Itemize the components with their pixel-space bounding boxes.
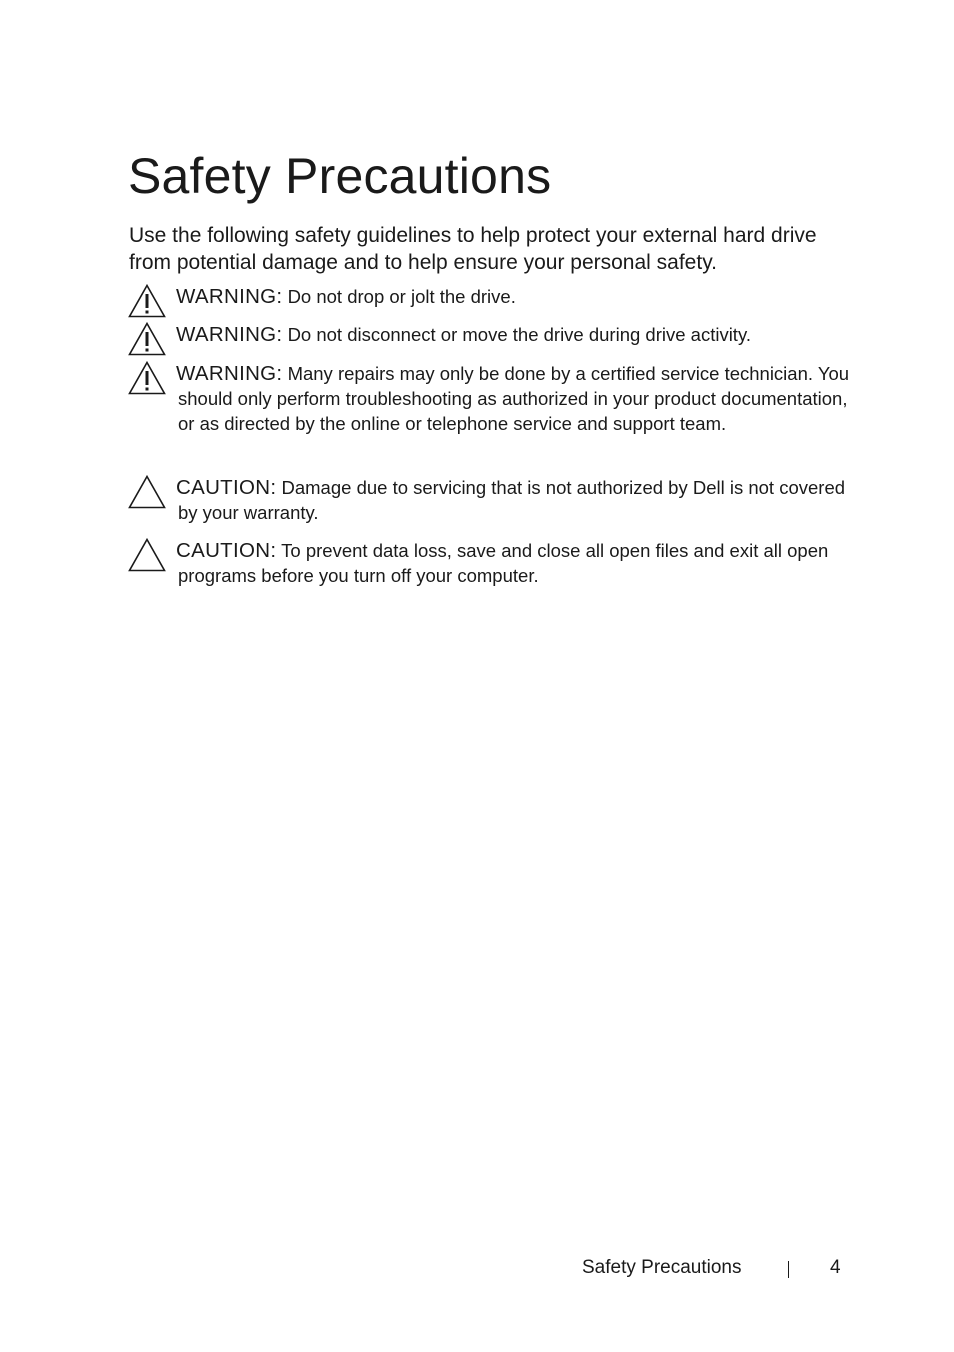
notice-body: Damage due to servicing that is not authorized by Dell is not covered by your warranty.: [178, 477, 846, 523]
notice-body: Many repairs may only be done by a certified service technician. You should only perform troubleshooting as authorized in your product documentation, or as directed by the online or telephone service and support team.: [178, 363, 850, 434]
footer-divider: [788, 1261, 789, 1278]
notice-body: Do not disconnect or move the drive during drive activity.: [287, 324, 751, 345]
warning-icon: [128, 361, 166, 395]
notice-text: [178, 322, 858, 347]
warning-icon: [128, 322, 166, 356]
page-title: Safety Precautions: [128, 148, 552, 204]
notice-text: [178, 361, 858, 436]
footer-section-title: Safety Precautions: [582, 1257, 742, 1278]
notice-label: WARNING:: [176, 323, 283, 346]
notice-text: [178, 475, 858, 525]
notice-label: WARNING:: [176, 362, 283, 385]
notice-label: CAUTION:: [176, 539, 277, 562]
notice-text: [178, 538, 858, 588]
intro-paragraph: Use the following safety guidelines to help protect your external hard drive from potential damage and to help ensure your personal safety.: [129, 224, 817, 274]
notice-label: CAUTION:: [176, 476, 277, 499]
caution-icon: [128, 475, 166, 509]
notice-label: WARNING:: [176, 285, 283, 308]
page-number: 4: [830, 1257, 841, 1278]
notice-text: [178, 284, 858, 309]
warning-icon: [128, 284, 166, 318]
notice-body: Do not drop or jolt the drive.: [287, 286, 516, 307]
notice-body: To prevent data loss, save and close all open files and exit all open programs before you turn off your computer.: [178, 540, 829, 586]
caution-icon: [128, 538, 166, 572]
